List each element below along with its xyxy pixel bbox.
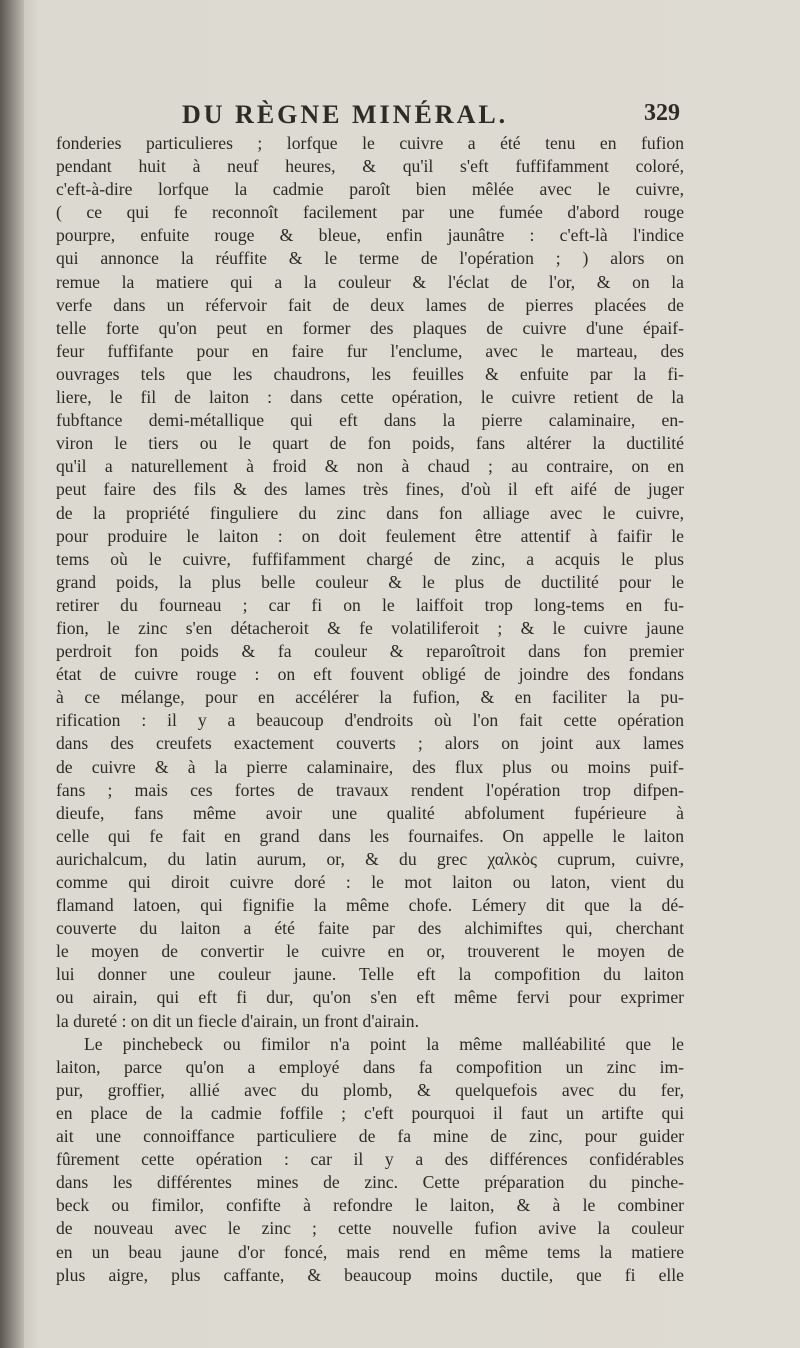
text-line: remue la matiere qui a la couleur & l'éclat de l'or, & on la: [56, 271, 684, 292]
text-line: pur, groffier, allié avec du plomb, & quelquefois avec du fer,: [56, 1079, 684, 1100]
text-line: la dureté : on dit un fiecle d'airain, un front d'airain.: [56, 1010, 419, 1031]
text-line: de nouveau avec le zinc ; cette nouvelle fufion avive la couleur: [56, 1218, 684, 1239]
text-line: de cuivre & à la pierre calaminaire, des flux plus ou moins puif-: [56, 756, 684, 777]
text-line: le moyen de convertir le cuivre en or, trouverent le moyen de: [56, 941, 684, 962]
text-line: peut faire des fils & des lames très fines, d'où il eft aifé de juger: [56, 479, 684, 500]
text-line: en place de la cadmie foffile ; c'eft pourquoi il faut un artifte qui: [56, 1102, 684, 1123]
text-line: pourpre, enfuite rouge & bleue, enfin jaunâtre : c'eft-là l'indice: [56, 225, 684, 246]
text-line: qu'il a naturellement à froid & non à chaud ; au contraire, on en: [56, 456, 684, 477]
text-line: couverte du laiton a été faite par des alchimiftes qui, cherchant: [56, 918, 684, 939]
text-line: viron le tiers ou le quart de fon poids, fans altérer la ductilité: [56, 433, 684, 454]
text-line: tems où le cuivre, fuffifamment chargé de zinc, a acquis le plus: [56, 548, 684, 569]
text-line: c'eft-à-dire lorfque la cadmie paroît bien mêlée avec le cuivre,: [56, 179, 684, 200]
text-line: à ce mélange, pour en accélérer la fufion, & en faciliter la pu-: [56, 687, 684, 708]
text-line: retirer du fourneau ; car fi on le laiffoit trop long-tems en fu-: [56, 594, 684, 615]
text-line: dans les différentes mines de zinc. Cette préparation du pinche-: [56, 1172, 684, 1193]
text-line: laiton, parce qu'on a employé dans fa compofition un zinc im-: [56, 1056, 684, 1077]
text-line: fion, le zinc s'en détacheroit & fe volatiliferoit ; & le cuivre jaune: [56, 617, 684, 638]
text-line: ait une connoiffance particuliere de fa mine de zinc, pour guider: [56, 1126, 684, 1147]
page-header: [160, 96, 680, 136]
text-line: telle forte qu'on peut en former des plaques de cuivre d'une épaif-: [56, 317, 684, 338]
text-line: fonderies particulieres ; lorfque le cuivre a été tenu en fufion: [56, 133, 684, 153]
text-line: fubftance demi-métallique qui eft dans la pierre calaminaire, en-: [56, 410, 684, 431]
text-line: Le pinchebeck ou fimilor n'a point la même malléabilité que le: [84, 1033, 684, 1054]
text-line: celle qui fe fait en grand dans les fournaifes. On appelle le laiton: [56, 825, 684, 846]
text-line: qui annonce la réuffite & le terme de l'opération ; ) alors on: [56, 248, 684, 269]
running-head: DU RÈGNE MINÉRAL.: [182, 100, 509, 129]
text-line: état de cuivre rouge : on eft fouvent obligé de joindre des fondans: [56, 664, 684, 685]
text-line: grand poids, la plus belle couleur & le plus de ductilité pour le: [56, 571, 684, 592]
text-line: dieufe, fans même avoir une qualité abfolument fupérieure à: [56, 802, 684, 823]
text-line: ou airain, qui eft fi dur, qu'on s'en eft même fervi pour exprimer: [56, 987, 684, 1008]
text-line: rification : il y a beaucoup d'endroits où l'on fait cette opération: [56, 710, 684, 731]
text-line: plus aigre, plus caffante, & beaucoup moins ductile, que fi elle: [56, 1264, 684, 1285]
text-line: ( ce qui fe reconnoît facilement par une fumée d'abord rouge: [56, 202, 684, 223]
page-number: 329: [644, 100, 680, 126]
text-line: feur fuffifante pour en faire fur l'enclume, avec le marteau, des: [56, 340, 684, 361]
text-line: pendant huit à neuf heures, & qu'il s'eft fuffifamment coloré,: [56, 156, 684, 177]
text-line: dans des creufets exactement couverts ; alors on joint aux lames: [56, 733, 684, 754]
text-line: comme qui diroit cuivre doré : le mot laiton ou laton, vient du: [56, 872, 684, 892]
text-line: liere, le fil de laiton : dans cette opération, le cuivre retient de la: [56, 387, 684, 408]
body-text: [56, 132, 684, 1287]
text-line: en un beau jaune d'or foncé, mais rend en même tems la matiere: [56, 1241, 684, 1262]
book-spine-shadow: [0, 0, 24, 1348]
text-line: pour produire le laiton : on doit feulement être attentif à faifir le: [56, 525, 684, 546]
text-line: de la propriété finguliere du zinc dans fon alliage avec le cuivre,: [56, 502, 684, 523]
text-line: fans ; mais ces fortes de travaux rendent l'opération trop difpen-: [56, 779, 684, 800]
text-line: flamand latoen, qui fignifie la même chofe. Lémery dit que la dé-: [56, 895, 684, 916]
text-line: perdroit fon poids & fa couleur & reparoîtroit dans fon premier: [56, 641, 684, 662]
text-line: lui donner une couleur jaune. Telle eft la compofition du laiton: [56, 964, 684, 985]
text-line: verfe dans un réfervoir fait de deux lames de pierres placées de: [56, 294, 684, 315]
text-line: ouvrages tels que les chaudrons, les feuilles & enfuite par la fi-: [56, 363, 684, 384]
text-line: aurichalcum, du latin aurum, or, & du grec χαλκὸς cuprum, cuivre,: [56, 848, 684, 869]
text-line: beck ou fimilor, confifte à refondre le laiton, & à le combiner: [56, 1195, 684, 1216]
text-line: fûrement cette opération : car il y a des différences confidérables: [56, 1149, 684, 1170]
